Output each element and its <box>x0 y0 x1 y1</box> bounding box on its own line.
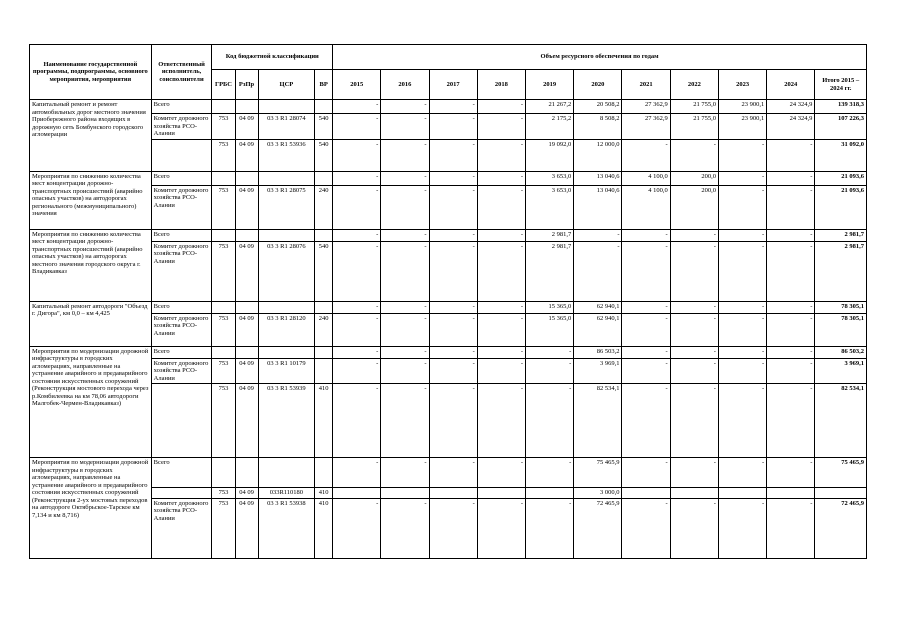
year-value-cell: - <box>429 458 477 488</box>
vr-cell: 410 <box>315 384 333 458</box>
year-value-cell: - <box>767 458 815 488</box>
year-value-cell: - <box>429 229 477 241</box>
table-row <box>30 241 867 301</box>
year-value-cell: - <box>718 498 766 558</box>
table-row <box>30 301 867 313</box>
csr-cell: 03 3 R1 28076 <box>258 241 315 301</box>
year-value-cell: 13 040,6 <box>574 171 622 185</box>
year-value-cell: - <box>333 358 381 384</box>
year-value-cell: 200,0 <box>670 171 718 185</box>
year-value-cell: - <box>767 241 815 301</box>
year-value-cell: - <box>622 241 670 301</box>
year-value-cell <box>381 488 429 499</box>
total-cell: 3 969,1 <box>815 358 867 384</box>
year-value-cell: - <box>670 241 718 301</box>
year-value-cell <box>767 488 815 499</box>
vr-cell <box>315 346 333 358</box>
grbs-cell <box>212 100 235 114</box>
year-value-cell: - <box>670 358 718 384</box>
csr-cell <box>258 100 315 114</box>
col-year-header: 2022 <box>670 70 718 100</box>
year-value-cell: 20 508,2 <box>574 100 622 114</box>
total-cell: 2 981,7 <box>815 229 867 241</box>
year-value-cell: - <box>670 458 718 488</box>
resource-table <box>29 44 867 559</box>
year-value-cell: - <box>477 458 525 488</box>
year-value-cell: - <box>670 498 718 558</box>
year-value-cell: 24 324,9 <box>767 114 815 140</box>
measure-name: Мероприятия по снижению количества мест концентрации дорожно-транспортных происшествий (аварийно опасных участков) на автодорогах регионального (межмуниципального) значения <box>30 171 152 229</box>
total-cell: 107 226,3 <box>815 114 867 140</box>
executor-cell: Всего <box>151 301 212 313</box>
total-cell: 139 318,3 <box>815 100 867 114</box>
executor-cell: Комитет дорожного хозяйства РСО-Алании <box>151 498 212 558</box>
table-row <box>30 229 867 241</box>
year-value-cell: - <box>622 301 670 313</box>
total-cell: 78 305,1 <box>815 301 867 313</box>
year-value-cell: - <box>381 458 429 488</box>
col-rzpr-header: РзПр <box>235 70 258 100</box>
year-value-cell: - <box>429 185 477 229</box>
year-value-cell: - <box>477 358 525 384</box>
year-value-cell <box>670 488 718 499</box>
year-value-cell: - <box>381 384 429 458</box>
total-cell: 21 093,6 <box>815 185 867 229</box>
vr-cell <box>315 171 333 185</box>
year-value-cell: - <box>477 301 525 313</box>
vr-cell: 240 <box>315 313 333 346</box>
year-value-cell: - <box>718 313 766 346</box>
year-value-cell: - <box>477 498 525 558</box>
total-cell: 31 092,0 <box>815 139 867 171</box>
vr-cell <box>315 301 333 313</box>
year-value-cell <box>333 488 381 499</box>
vr-cell <box>315 100 333 114</box>
year-value-cell: 2 981,7 <box>526 229 574 241</box>
col-csr-header: ЦСР <box>258 70 315 100</box>
csr-cell <box>258 458 315 488</box>
year-value-cell: - <box>333 229 381 241</box>
year-value-cell: - <box>333 458 381 488</box>
grbs-cell: 753 <box>212 384 235 458</box>
table-row <box>30 384 867 458</box>
csr-cell: 03 3 R1 10179 <box>258 358 315 384</box>
year-value-cell: - <box>718 229 766 241</box>
year-value-cell: - <box>333 139 381 171</box>
total-cell: 72 465,9 <box>815 498 867 558</box>
measure-name: Мероприятия по модернизации дорожной инфраструктуры в городских агломерациях, направленные на устранение аварийного и предаварийного состояния искусственных сооружений (Реконструкция 2-ух мостовых переходов на автодороге Октябрьское-Тарское км 7,134 и км 8,716) <box>30 458 152 559</box>
table-row <box>30 346 867 358</box>
col-year-header: 2019 <box>526 70 574 100</box>
year-value-cell: - <box>333 498 381 558</box>
year-value-cell: - <box>381 498 429 558</box>
year-value-cell: - <box>718 346 766 358</box>
executor-cell: Комитет дорожного хозяйства РСО-Алании <box>151 114 212 140</box>
year-value-cell: - <box>718 384 766 458</box>
year-value-cell: - <box>670 301 718 313</box>
year-value-cell: - <box>381 301 429 313</box>
year-value-cell: - <box>526 458 574 488</box>
year-value-cell: - <box>670 346 718 358</box>
year-value-cell <box>718 488 766 499</box>
year-value-cell: - <box>718 185 766 229</box>
year-value-cell: - <box>429 171 477 185</box>
table-row <box>30 358 867 384</box>
col-year-header: 2016 <box>381 70 429 100</box>
year-value-cell: - <box>767 313 815 346</box>
year-value-cell: - <box>381 114 429 140</box>
table-row <box>30 313 867 346</box>
year-value-cell: 72 465,9 <box>574 498 622 558</box>
total-cell: 86 503,2 <box>815 346 867 358</box>
year-value-cell: - <box>718 301 766 313</box>
year-value-cell <box>477 488 525 499</box>
total-cell <box>815 488 867 499</box>
year-value-cell: 75 465,9 <box>574 458 622 488</box>
executor-cell: Всего <box>151 229 212 241</box>
executor-cell: Комитет дорожного хозяйства РСО-Алании <box>151 185 212 229</box>
year-value-cell: - <box>333 301 381 313</box>
table-row <box>30 114 867 140</box>
year-value-cell: - <box>767 171 815 185</box>
year-value-cell: - <box>622 313 670 346</box>
year-value-cell: - <box>622 384 670 458</box>
year-value-cell: - <box>477 384 525 458</box>
executor-cell <box>151 139 212 171</box>
measure-name: Мероприятия по снижению количества мест концентрации дорожно-транспортных происшествий (аварийно опасных участков) на автодорогах местного значения городского округа г. Владикавказ <box>30 229 152 301</box>
csr-cell <box>258 171 315 185</box>
rzpr-cell: 04 09 <box>235 498 258 558</box>
col-year-header: 2018 <box>477 70 525 100</box>
grbs-cell: 753 <box>212 139 235 171</box>
year-value-cell: - <box>526 498 574 558</box>
rzpr-cell: 04 09 <box>235 241 258 301</box>
year-value-cell: - <box>526 346 574 358</box>
year-value-cell: - <box>622 139 670 171</box>
year-value-cell: - <box>622 498 670 558</box>
year-value-cell: - <box>767 498 815 558</box>
grbs-cell: 753 <box>212 488 235 499</box>
year-value-cell: - <box>381 171 429 185</box>
year-value-cell: 21 267,2 <box>526 100 574 114</box>
year-value-cell: 3 653,0 <box>526 185 574 229</box>
csr-cell: 03 3 R1 28120 <box>258 313 315 346</box>
year-value-cell: 23 900,1 <box>718 100 766 114</box>
measure-name: Капитальный ремонт и ремонт автомобильных дорог местного значения Приобережного района входящих в дорожную сеть Бомбунского городского агломерации <box>30 100 152 172</box>
col-volume-header: Объем ресурсного обеспечения по годам <box>333 45 867 70</box>
year-value-cell: - <box>767 384 815 458</box>
col-budget-header: Код бюджетной классификации <box>212 45 333 70</box>
grbs-cell: 753 <box>212 185 235 229</box>
year-value-cell: - <box>622 458 670 488</box>
executor-cell <box>151 384 212 458</box>
year-value-cell: 4 100,0 <box>622 185 670 229</box>
csr-cell: 03 3 R1 28075 <box>258 185 315 229</box>
year-value-cell: - <box>477 114 525 140</box>
grbs-cell: 753 <box>212 313 235 346</box>
year-value-cell: - <box>477 139 525 171</box>
year-value-cell: - <box>622 346 670 358</box>
rzpr-cell <box>235 458 258 488</box>
year-value-cell: - <box>718 358 766 384</box>
vr-cell: 540 <box>315 114 333 140</box>
year-value-cell: 200,0 <box>670 185 718 229</box>
year-value-cell: - <box>477 313 525 346</box>
col-year-header: 2015 <box>333 70 381 100</box>
grbs-cell <box>212 229 235 241</box>
csr-cell <box>258 301 315 313</box>
year-value-cell: - <box>718 241 766 301</box>
col-year-header: 2023 <box>718 70 766 100</box>
executor-cell: Комитет дорожного хозяйства РСО-Алании <box>151 313 212 346</box>
year-value-cell: - <box>429 139 477 171</box>
rzpr-cell: 04 09 <box>235 358 258 384</box>
col-exec-header: Ответственный исполнитель, соисполнители <box>151 45 212 100</box>
year-value-cell: - <box>429 384 477 458</box>
year-value-cell: - <box>718 171 766 185</box>
vr-cell <box>315 229 333 241</box>
col-total-header: Итого 2015 – 2024 гг. <box>815 70 867 100</box>
rzpr-cell: 04 09 <box>235 313 258 346</box>
year-value-cell: 12 000,0 <box>574 139 622 171</box>
vr-cell: 410 <box>315 488 333 499</box>
col-year-header: 2020 <box>574 70 622 100</box>
vr-cell <box>315 358 333 384</box>
rzpr-cell: 04 09 <box>235 185 258 229</box>
grbs-cell <box>212 346 235 358</box>
executor-cell <box>151 488 212 499</box>
year-value-cell: - <box>381 241 429 301</box>
executor-cell: Всего <box>151 100 212 114</box>
year-value-cell: - <box>767 301 815 313</box>
csr-cell: 03 3 R1 28074 <box>258 114 315 140</box>
rzpr-cell <box>235 301 258 313</box>
grbs-cell: 753 <box>212 498 235 558</box>
year-value-cell: - <box>381 185 429 229</box>
year-value-cell: 13 040,6 <box>574 185 622 229</box>
year-value-cell: - <box>429 313 477 346</box>
total-cell: 21 093,6 <box>815 171 867 185</box>
year-value-cell: 2 175,2 <box>526 114 574 140</box>
executor-cell: Комитет дорожного хозяйства РСО-Алании <box>151 358 212 384</box>
year-value-cell: - <box>718 458 766 488</box>
rzpr-cell <box>235 346 258 358</box>
vr-cell: 240 <box>315 185 333 229</box>
csr-cell <box>258 229 315 241</box>
grbs-cell: 753 <box>212 358 235 384</box>
year-value-cell: - <box>333 114 381 140</box>
year-value-cell: - <box>767 139 815 171</box>
vr-cell: 410 <box>315 498 333 558</box>
year-value-cell: 27 362,9 <box>622 114 670 140</box>
year-value-cell: - <box>333 346 381 358</box>
year-value-cell: - <box>574 229 622 241</box>
year-value-cell: - <box>526 358 574 384</box>
table-row <box>30 185 867 229</box>
year-value-cell: - <box>477 241 525 301</box>
csr-cell: 03 3 R1 53938 <box>258 498 315 558</box>
csr-cell: 03 3 R1 53939 <box>258 384 315 458</box>
year-value-cell: - <box>381 346 429 358</box>
year-value-cell: - <box>381 229 429 241</box>
year-value-cell: - <box>622 229 670 241</box>
total-cell: 82 534,1 <box>815 384 867 458</box>
vr-cell: 540 <box>315 139 333 171</box>
measure-name: Капитальный ремонт автодороги "Объезд г. Дигора", км 0,0 – км 4,425 <box>30 301 152 346</box>
col-year-header: 2024 <box>767 70 815 100</box>
executor-cell: Всего <box>151 346 212 358</box>
year-value-cell: 27 362,9 <box>622 100 670 114</box>
table-row <box>30 171 867 185</box>
table-row <box>30 458 867 488</box>
year-value-cell: 15 365,0 <box>526 301 574 313</box>
year-value-cell: - <box>333 171 381 185</box>
year-value-cell: 86 503,2 <box>574 346 622 358</box>
year-value-cell: 3 000,0 <box>574 488 622 499</box>
year-value-cell <box>622 488 670 499</box>
year-value-cell: 24 324,9 <box>767 100 815 114</box>
year-value-cell: - <box>429 114 477 140</box>
year-value-cell: - <box>333 185 381 229</box>
csr-cell: 03 3 R1 53936 <box>258 139 315 171</box>
year-value-cell: - <box>477 346 525 358</box>
year-value-cell: - <box>333 384 381 458</box>
year-value-cell: - <box>670 313 718 346</box>
grbs-cell <box>212 301 235 313</box>
year-value-cell: - <box>670 384 718 458</box>
table-row <box>30 100 867 114</box>
year-value-cell: - <box>429 358 477 384</box>
year-value-cell: 62 940,1 <box>574 313 622 346</box>
year-value-cell <box>526 488 574 499</box>
csr-cell: 033R110180 <box>258 488 315 499</box>
year-value-cell: 23 900,1 <box>718 114 766 140</box>
year-value-cell: - <box>381 100 429 114</box>
year-value-cell: 3 653,0 <box>526 171 574 185</box>
table-row <box>30 498 867 558</box>
measure-name: Мероприятия по модернизации дорожной инфраструктуры в городских агломерациях, направленные на устранение аварийного и предаварийного состояния искусственных сооружений (Реконструкция мостового перехода через р.Комбилеевка на км 78,06 автодороги Малгобек-Чермен-Владикавказ) <box>30 346 152 458</box>
year-value-cell: - <box>574 241 622 301</box>
year-value-cell: 62 940,1 <box>574 301 622 313</box>
year-value-cell: - <box>381 358 429 384</box>
total-cell: 75 465,9 <box>815 458 867 488</box>
year-value-cell: - <box>477 100 525 114</box>
year-value-cell: 8 508,2 <box>574 114 622 140</box>
year-value-cell: - <box>670 229 718 241</box>
rzpr-cell <box>235 100 258 114</box>
col-grbs-header: ГРБС <box>212 70 235 100</box>
col-year-header: 2017 <box>429 70 477 100</box>
executor-cell: Комитет дорожного хозяйства РСО-Алании <box>151 241 212 301</box>
year-value-cell: 21 755,0 <box>670 100 718 114</box>
table-row <box>30 139 867 171</box>
year-value-cell: 4 100,0 <box>622 171 670 185</box>
year-value-cell: - <box>333 241 381 301</box>
year-value-cell: - <box>767 229 815 241</box>
year-value-cell <box>429 488 477 499</box>
year-value-cell: 2 981,7 <box>526 241 574 301</box>
year-value-cell: 82 534,1 <box>574 384 622 458</box>
rzpr-cell <box>235 171 258 185</box>
year-value-cell: - <box>429 301 477 313</box>
rzpr-cell: 04 09 <box>235 488 258 499</box>
year-value-cell: - <box>767 185 815 229</box>
year-value-cell: 3 969,1 <box>574 358 622 384</box>
year-value-cell: - <box>333 100 381 114</box>
rzpr-cell: 04 09 <box>235 139 258 171</box>
executor-cell: Всего <box>151 458 212 488</box>
grbs-cell: 753 <box>212 241 235 301</box>
year-value-cell: - <box>670 139 718 171</box>
year-value-cell: - <box>622 358 670 384</box>
total-cell: 78 305,1 <box>815 313 867 346</box>
year-value-cell: - <box>429 241 477 301</box>
col-year-header: 2021 <box>622 70 670 100</box>
year-value-cell: - <box>333 313 381 346</box>
rzpr-cell <box>235 229 258 241</box>
year-value-cell: - <box>767 358 815 384</box>
year-value-cell: - <box>526 384 574 458</box>
vr-cell <box>315 458 333 488</box>
year-value-cell: 15 365,0 <box>526 313 574 346</box>
rzpr-cell: 04 09 <box>235 114 258 140</box>
year-value-cell: - <box>429 100 477 114</box>
year-value-cell: - <box>429 346 477 358</box>
col-name-header: Наименование государственной программы, подпрограммы, основного мероприятия, мероприятия <box>30 45 152 100</box>
year-value-cell: - <box>381 313 429 346</box>
year-value-cell: 19 092,0 <box>526 139 574 171</box>
col-vr-header: ВР <box>315 70 333 100</box>
csr-cell <box>258 346 315 358</box>
grbs-cell: 753 <box>212 114 235 140</box>
vr-cell: 540 <box>315 241 333 301</box>
year-value-cell: - <box>718 139 766 171</box>
table-row <box>30 488 867 499</box>
year-value-cell: - <box>767 346 815 358</box>
grbs-cell <box>212 171 235 185</box>
year-value-cell: - <box>429 498 477 558</box>
year-value-cell: 21 755,0 <box>670 114 718 140</box>
rzpr-cell: 04 09 <box>235 384 258 458</box>
year-value-cell: - <box>477 229 525 241</box>
executor-cell: Всего <box>151 171 212 185</box>
year-value-cell: - <box>477 171 525 185</box>
grbs-cell <box>212 458 235 488</box>
total-cell: 2 981,7 <box>815 241 867 301</box>
year-value-cell: - <box>381 139 429 171</box>
year-value-cell: - <box>477 185 525 229</box>
